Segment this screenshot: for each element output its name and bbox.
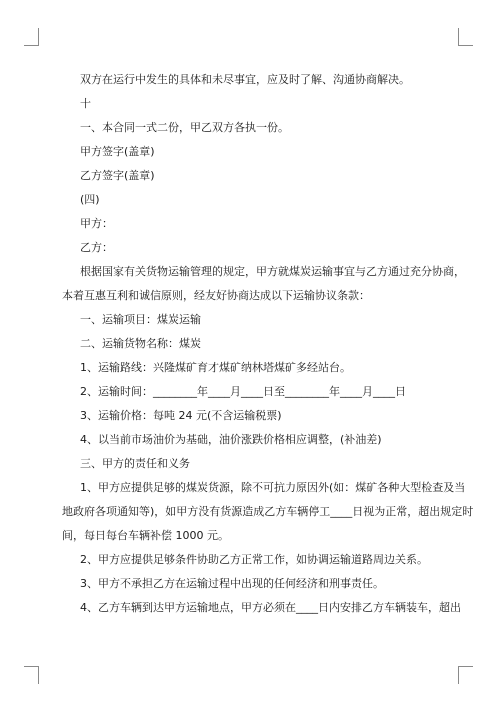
clause-line: 1、甲方应提供足够的煤炭货源，除不可抗力原因外(如：煤矿各种大型检查及当	[80, 481, 466, 494]
signature-line-party-b: 乙方签字(盖章)	[80, 169, 155, 182]
clause-line: 二、运输货物名称：煤炭	[80, 337, 201, 350]
paragraph-line: 根据国家有关货物运输管理的规定，甲方就煤炭运输事宜与乙方通过充分协商，	[80, 265, 465, 278]
clause-line: 3、甲方不承担乙方在运输过程中出现的任何经济和刑事责任。	[80, 577, 384, 590]
clause-line: 4、乙方车辆到达甲方运输地点，甲方必须在____日内安排乙方车辆装车，超出	[80, 601, 461, 614]
paragraph-line: 一、本合同一式二份，甲乙双方各执一份。	[80, 121, 289, 134]
clause-line: 一、运输项目：煤炭运输	[80, 313, 201, 326]
section-heading: 三、甲方的责任和义务	[80, 457, 190, 470]
section-heading: 十	[80, 97, 91, 110]
crop-mark-top-left	[24, 45, 39, 46]
party-b-label: 乙方：	[80, 241, 113, 254]
crop-mark-bottom-right	[458, 666, 473, 667]
crop-mark-bottom-right	[458, 666, 459, 684]
document-body	[62, 68, 474, 620]
clause-line: 间，每日每台车辆补偿 1000 元。	[62, 529, 229, 542]
section-heading: (四)	[80, 193, 100, 206]
clause-line: 2、甲方应提供足够条件协助乙方正常工作，如协调运输道路周边关系。	[80, 553, 428, 566]
crop-mark-top-right	[458, 28, 459, 46]
clause-line: 地政府各项通知等)，如甲方没有货源造成乙方车辆停工____日视为正常，超出规定时	[62, 505, 474, 518]
clause-line: 1、运输路线：兴隆煤矿育才煤矿纳林塔煤矿多经站台。	[80, 361, 351, 374]
crop-mark-top-right	[458, 45, 473, 46]
crop-mark-bottom-left	[38, 666, 39, 684]
paragraph-line: 本着互惠互利和诚信原则，经友好协商达成以下运输协议条款：	[62, 289, 370, 302]
clause-line: 4、以当前市场油价为基础，油价涨跌价格相应调整，(补油差)	[80, 433, 382, 446]
party-a-label: 甲方：	[80, 217, 113, 230]
clause-line: 3、运输价格：每吨 24 元(不含运输税票)	[80, 409, 282, 422]
signature-line-party-a: 甲方签字(盖章)	[80, 145, 155, 158]
crop-mark-top-left	[38, 28, 39, 46]
paragraph-line: 双方在运行中发生的具体和未尽事宜，应及时了解、沟通协商解决。	[80, 73, 410, 86]
clause-line: 2、运输时间：________年____月____日至________年____月____日	[80, 385, 406, 398]
crop-mark-bottom-left	[24, 666, 39, 667]
